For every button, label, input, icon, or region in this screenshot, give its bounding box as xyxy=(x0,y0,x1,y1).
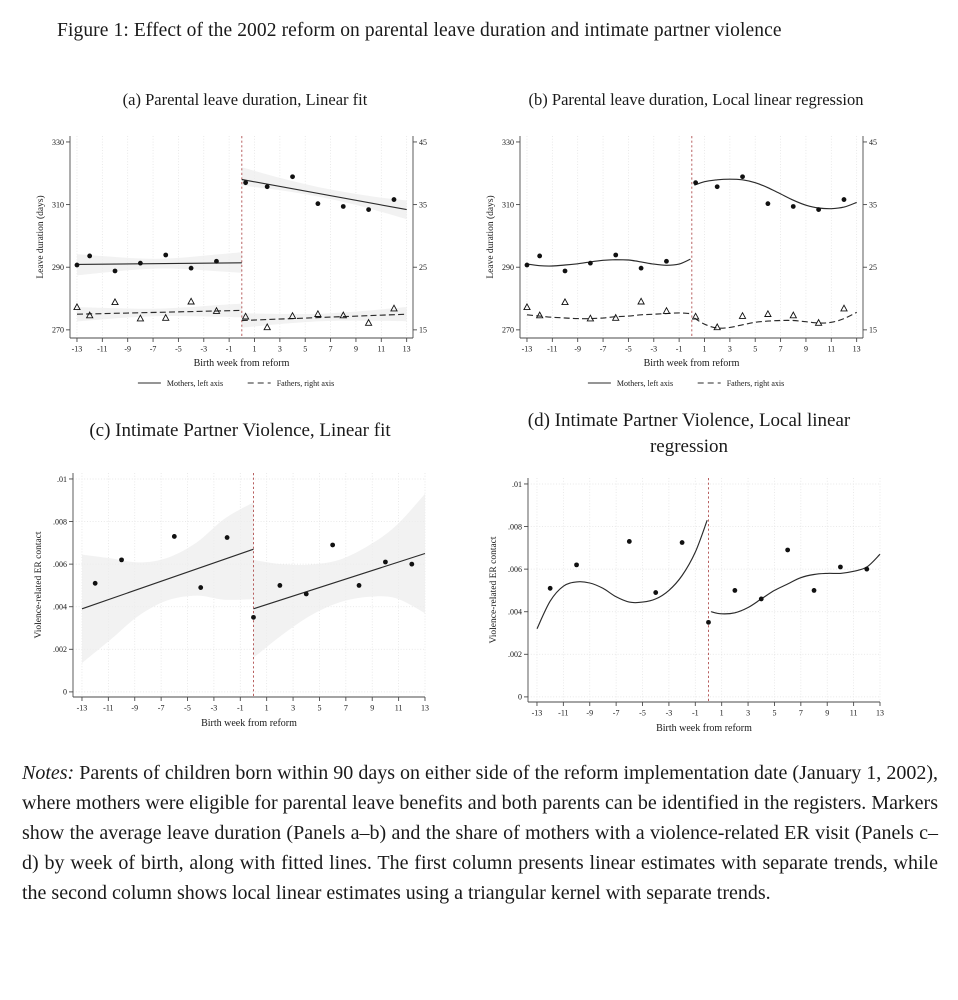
svg-text:270: 270 xyxy=(502,325,514,335)
fathers-pre-markers xyxy=(524,298,670,321)
svg-text:3: 3 xyxy=(291,703,296,713)
svg-text:-11: -11 xyxy=(558,708,569,718)
svg-text:7: 7 xyxy=(328,344,333,354)
svg-text:5: 5 xyxy=(303,344,308,354)
svg-text:290: 290 xyxy=(52,263,64,273)
ipv-post-ci-band xyxy=(254,494,426,658)
svg-text:.008: .008 xyxy=(508,522,522,532)
notes-label: Notes: xyxy=(22,762,75,784)
svg-text:7: 7 xyxy=(798,708,803,718)
svg-text:.006: .006 xyxy=(508,564,522,574)
svg-text:9: 9 xyxy=(370,703,375,713)
svg-text:11: 11 xyxy=(394,703,403,713)
panel-c-title: (c) Intimate Partner Violence, Linear fit xyxy=(89,420,391,441)
svg-text:13: 13 xyxy=(402,344,411,354)
svg-text:-3: -3 xyxy=(210,703,218,713)
svg-text:310: 310 xyxy=(52,200,64,210)
svg-text:25: 25 xyxy=(869,263,877,273)
svg-text:11: 11 xyxy=(849,708,858,718)
svg-text:-5: -5 xyxy=(175,344,182,354)
y-axis-title: Leave duration (days) xyxy=(486,195,496,279)
svg-text:.004: .004 xyxy=(508,607,522,617)
svg-text:9: 9 xyxy=(803,344,808,354)
svg-text:.01: .01 xyxy=(512,479,522,489)
x-axis-title: Birth week from reform xyxy=(201,718,297,729)
x-axis-title: Birth week from reform xyxy=(643,358,740,369)
panel-a-title: (a) Parental leave duration, Linear fit xyxy=(122,90,368,109)
legend-label: Fathers, right axis xyxy=(726,378,785,388)
fathers-post-markers xyxy=(693,305,848,330)
svg-text:13: 13 xyxy=(421,703,429,713)
notes-text: Parents of children born within 90 days on either side of the reform implementation date (January 1, 2002), where mothers were eligible for parental leave benefits and both parents can be identified in the registers. Markers show the average leave duration (Panels a–b) and the share of mothers with a violence-related ER visit (Panels c–d) by week of birth, along with fitted lines. The first column presents linear estimates with separate trends, while the second column shows local linear estimates using a triangular kernel with separate trends. xyxy=(22,762,938,904)
svg-text:15: 15 xyxy=(419,325,427,335)
figure-title: Figure 1: Effect of the 2002 reform on parental leave duration and intimate partner violence xyxy=(57,20,782,41)
svg-text:3: 3 xyxy=(727,344,732,354)
axes xyxy=(524,478,880,706)
svg-text:5: 5 xyxy=(772,708,777,718)
svg-text:.002: .002 xyxy=(53,645,67,655)
ipv-post-local-curve xyxy=(711,554,880,614)
svg-text:.006: .006 xyxy=(53,559,67,569)
legend-label: Fathers, right axis xyxy=(276,378,335,388)
svg-text:-13: -13 xyxy=(71,344,83,354)
axis-tick-labels xyxy=(52,138,427,354)
x-axis-title: Birth week from reform xyxy=(193,358,290,369)
svg-text:7: 7 xyxy=(343,703,348,713)
svg-text:9: 9 xyxy=(353,344,358,354)
svg-text:-13: -13 xyxy=(76,703,88,713)
svg-text:-1: -1 xyxy=(236,703,244,713)
svg-text:-9: -9 xyxy=(131,703,139,713)
panel-a-chart xyxy=(33,130,463,398)
svg-text:3: 3 xyxy=(277,344,282,354)
mothers-post-ci-band xyxy=(242,167,407,219)
svg-text:270: 270 xyxy=(52,325,64,335)
figure-notes xyxy=(22,758,938,908)
svg-text:13: 13 xyxy=(852,344,861,354)
gridlines xyxy=(528,478,880,702)
svg-text:290: 290 xyxy=(502,263,514,273)
svg-text:0: 0 xyxy=(518,692,522,702)
fathers-post-local-curve xyxy=(694,312,856,328)
axis-tick-labels xyxy=(502,138,877,354)
svg-text:3: 3 xyxy=(746,708,751,718)
svg-text:-7: -7 xyxy=(599,344,607,354)
svg-text:1: 1 xyxy=(264,703,269,713)
panel-b-chart xyxy=(483,130,913,398)
svg-text:-3: -3 xyxy=(200,344,208,354)
svg-text:5: 5 xyxy=(753,344,758,354)
svg-text:-7: -7 xyxy=(149,344,157,354)
svg-text:11: 11 xyxy=(377,344,386,354)
svg-text:13: 13 xyxy=(876,708,884,718)
ipv-pre-ci-band xyxy=(82,502,254,663)
panel-b-title: (b) Parental leave duration, Local linear regression xyxy=(528,90,864,109)
svg-text:.002: .002 xyxy=(508,650,522,660)
svg-text:.008: .008 xyxy=(53,517,67,527)
panel-d-title: (d) Intimate Partner Violence, Local linear regression xyxy=(527,410,851,457)
y-axis-title: Violence-related ER contact xyxy=(489,536,499,644)
svg-text:1: 1 xyxy=(719,708,724,718)
svg-text:15: 15 xyxy=(869,325,877,335)
fathers-pre-ci-band xyxy=(77,304,242,322)
panel-d-chart xyxy=(483,470,913,752)
svg-text:45: 45 xyxy=(869,137,877,147)
svg-text:.01: .01 xyxy=(57,474,67,484)
svg-text:-5: -5 xyxy=(639,708,646,718)
legend xyxy=(138,379,334,388)
mothers-post-local-curve xyxy=(694,179,856,209)
svg-text:330: 330 xyxy=(52,137,64,147)
svg-text:.004: .004 xyxy=(53,602,67,612)
mothers-post-fit-line xyxy=(242,180,407,210)
svg-text:-5: -5 xyxy=(625,344,632,354)
legend-label: Mothers, left axis xyxy=(166,378,224,388)
svg-text:1: 1 xyxy=(702,344,707,354)
y-axis-title: Leave duration (days) xyxy=(36,195,46,279)
svg-text:7: 7 xyxy=(778,344,783,354)
svg-text:11: 11 xyxy=(827,344,836,354)
svg-text:-1: -1 xyxy=(225,344,233,354)
legend xyxy=(588,379,784,388)
svg-text:-7: -7 xyxy=(157,703,165,713)
svg-text:-3: -3 xyxy=(665,708,673,718)
ipv-pre-local-curve xyxy=(537,520,707,629)
y-axis-title: Violence-related ER contact xyxy=(34,531,44,639)
svg-text:9: 9 xyxy=(825,708,830,718)
svg-text:-9: -9 xyxy=(586,708,594,718)
svg-text:-9: -9 xyxy=(124,344,132,354)
svg-text:-1: -1 xyxy=(675,344,683,354)
svg-text:330: 330 xyxy=(502,137,514,147)
svg-text:0: 0 xyxy=(63,687,67,697)
svg-text:-11: -11 xyxy=(103,703,114,713)
panel-c-chart xyxy=(28,465,458,747)
svg-text:1: 1 xyxy=(252,344,257,354)
svg-text:-13: -13 xyxy=(531,708,543,718)
svg-text:-7: -7 xyxy=(612,708,620,718)
svg-text:35: 35 xyxy=(419,200,427,210)
legend-label: Mothers, left axis xyxy=(616,378,674,388)
svg-text:-13: -13 xyxy=(521,344,533,354)
svg-text:-3: -3 xyxy=(650,344,658,354)
svg-text:-5: -5 xyxy=(184,703,191,713)
x-axis-title: Birth week from reform xyxy=(656,723,752,734)
svg-text:35: 35 xyxy=(869,200,877,210)
svg-text:310: 310 xyxy=(502,200,514,210)
svg-text:-1: -1 xyxy=(691,708,699,718)
svg-text:-11: -11 xyxy=(97,344,108,354)
svg-text:45: 45 xyxy=(419,137,427,147)
svg-text:25: 25 xyxy=(419,263,427,273)
svg-text:-9: -9 xyxy=(574,344,582,354)
svg-text:-11: -11 xyxy=(547,344,558,354)
svg-text:5: 5 xyxy=(317,703,322,713)
